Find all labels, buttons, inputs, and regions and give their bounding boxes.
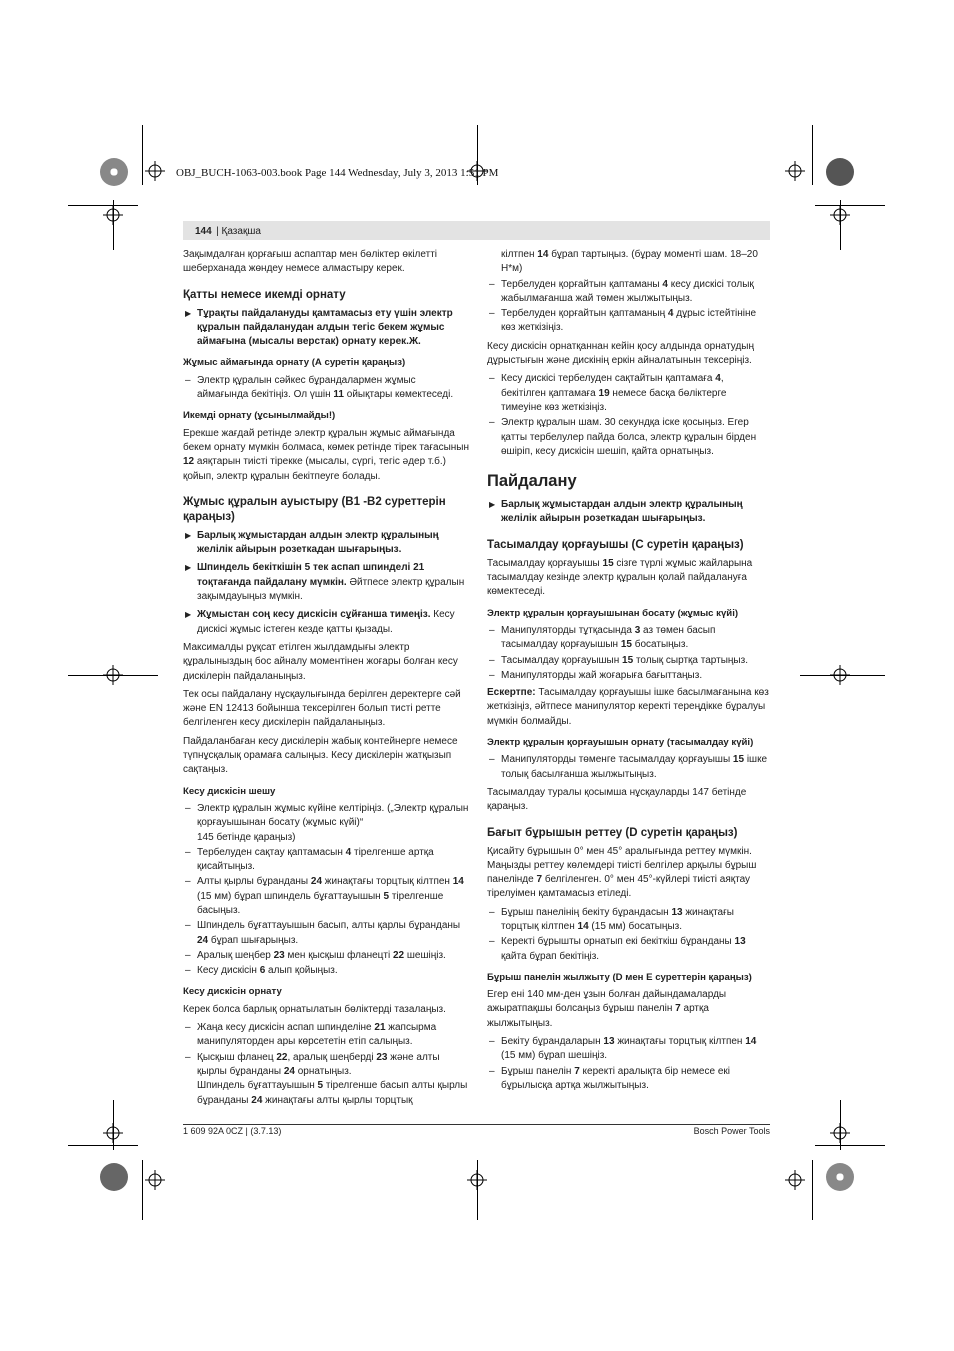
registration-disc <box>826 158 854 186</box>
paragraph: Егер ені 140 мм-ден ұзын болған дайындамаларды ажыратпақшы болсаңыз бұрыш панелін 7 артқа жылжытыңыз. <box>487 989 727 1029</box>
arrow-icon: ▶ <box>489 500 496 510</box>
list-item: – Кесу дискісі тербелуден сақтайтын қаптамаға 4, бекітілген қаптамаға 19 немесе басқа бөліктерге тимеуіне көз жеткізіңіз. <box>489 373 727 413</box>
registration-mark <box>103 665 123 685</box>
subheading: Кесу дискісін орнату <box>183 986 282 998</box>
warning-item: ▶ Тұрақты пайдалануды қамтамасыз ету үшін электр құралын пайдаланудан алдын тегіс бекем жұмыс аймағына (мысалы верстак) орнату керек.Ж. <box>185 307 453 348</box>
arrow-icon: ▶ <box>185 530 192 540</box>
footer-doc-code: 1 609 92A 0CZ | (3.7.13) <box>183 1126 282 1136</box>
subheading: Икемді орнату (ұсынылмайды!) <box>183 410 336 422</box>
registration-mark <box>830 665 850 685</box>
arrow-icon: ▶ <box>185 308 192 318</box>
header-section: Қазақша <box>221 226 261 237</box>
list-item: – Тербелуден қорғайтын қаптаманы 4 кесу дискісі толық жабылмағанша жай төмен жылжытыңыз. <box>489 278 754 304</box>
list-item: – Аралық шеңбер 23 мен қысқыш фланецті 22 шешіңіз. <box>185 949 446 961</box>
list-item-continued: кілтпен 14 бұрап тартыңыз. (бұрау моменті шам. 18–20 Н*м) <box>501 249 758 275</box>
chapter-heading: Пайдалану <box>487 472 577 491</box>
paragraph: Қисайту бұрышын 0° мен 45° аралығында реттеу мүмкін. Маңызды реттеу көлемдері тиісті белгілер арқылы бұрыш панеліндe 7 белгіленген. 0° мен 45°-күйлері тиісті аяқтау тірелуімен қамтамасыз етіледі. <box>487 845 757 900</box>
subheading: Кесу дискісін шешу <box>183 785 276 797</box>
subheading: Электр құралын қорғауышын орнату (тасымалдау күйі) <box>487 737 754 749</box>
paragraph: Пайдаланбаған кесу дискілерін жабық контейнерге немесе түпнұсқалық орамаға салыңыз. Кесу дискілерін жатқызып сақтаңыз. <box>183 735 458 776</box>
warning-item: ▶ Жұмыстан соң кесу дискісін сұйғанша тимеңіз. Кесу дискісі жұмыс істеген кезде қатты қызады. <box>185 609 455 635</box>
list-item: – Кесу дискісін 6 алып қойыңыз. <box>185 965 338 977</box>
left-column <box>183 248 469 1109</box>
warning-item: ▶ Барлық жұмыстардан алдын электр құралының желілік айырын розеткадан шығарыңыз. <box>185 529 439 556</box>
list-item: – Керекті бұрышты орнатып екі бекіткіш бұранданы 13 қайта бұрап бекітіңіз. <box>489 936 746 962</box>
header-divider: | <box>216 226 222 237</box>
dash-marker: – <box>185 374 191 386</box>
registration-disc <box>100 158 128 186</box>
registration-mark <box>103 1123 123 1143</box>
registration-mark <box>785 1170 805 1190</box>
paragraph: Зақымдалған қорғағыш аспаптар мен бөліктер өкілетті шеберханада жөндеу немесе алмастыру керек. <box>183 249 437 275</box>
registration-disc <box>100 1163 128 1191</box>
registration-mark <box>830 205 850 225</box>
paragraph: Максималды рұқсат етілген жылдамдығы электр құралыныздың бос айналу моментінен жоғары болған кесу дискілерін пайдаланыңыз. <box>183 641 458 682</box>
list-item: – Алты қырлы бұранданы 24 жинақтағы торцтық кілтпен 14 (15 мм) бұрап шпиндель бұғаттауышын 5 тірелгенше басыңыз. <box>185 876 464 916</box>
list-item: – Манипуляторды жай жоғарыға бағыттаңыз. <box>489 669 703 681</box>
arrow-icon: ▶ <box>185 563 192 573</box>
paragraph: Кесу дискісін орнатқаннан кейін қосу алдында орнатудың дұрыстығын және дискінің еркін айналатынын тексеріңіз. <box>487 340 754 367</box>
arrow-icon: ▶ <box>185 610 192 620</box>
list-item: – Электр құралын шам. 30 секундқа іске қосыңыз. Егер қатты тербелулер пайда болса, электр құралын бірден өшіріп, кесу дискісін шешіп, қайта орнатыңыз. <box>489 417 757 457</box>
paragraph: Керек болса барлық орнатылатын бөліктерді тазалаңыз. <box>183 1003 446 1015</box>
section-heading: Бағыт бұрышын реттеу (D суретін қараңыз) <box>487 826 738 839</box>
subheading: Жұмыс аймағында орнату (А суретін қараңыз) <box>183 357 406 369</box>
list-item: – Тербелуден сақтау қаптамасын 4 тірелгенше артқа қисайтыңыз. <box>185 846 434 873</box>
page-number: 144 <box>195 226 212 237</box>
registration-mark <box>830 1123 850 1143</box>
warning-item: ▶ Барлық жұмыстардан алдын электр құралының желілік айырын розеткадан шығарыңыз. <box>489 499 743 525</box>
registration-disc <box>826 1163 854 1191</box>
footer-brand: Bosch Power Tools <box>693 1126 770 1136</box>
subheading: Бұрыш панелін жылжыту (D мен E суреттерін қараңыз) <box>487 971 752 983</box>
list-item: – Тасымалдау қорғауышын 15 толық сыртқа тартыңыз. <box>489 654 748 666</box>
list-item: – Тербелуден қорғайтын қаптаманың 4 дұрыс істейтініне көз жеткізіңіз. <box>489 308 757 334</box>
paragraph: Тек осы пайдалану нұсқаулығында берілген деректерге сәй және EN 12413 бойынша тексерілген болып тисті ретте белгіленген кесу дискілерін пайдаланыңыз. <box>183 688 461 729</box>
registration-mark <box>145 161 165 181</box>
right-column <box>487 248 770 1094</box>
list-item: – Электр құралын сәйкес бұрандалармен жұмыс аймағында бекітіңіз. Ол үшін 11 ойықтары көмектеседі. <box>185 374 454 401</box>
note: Ескертпе: Тасымалдау қорғауышы ішке басылмағанына көз жеткізіңіз, әйтпесе манипулятор керекті тереңдікке бұралуы мүмкін болмайды. <box>487 687 769 727</box>
print-info-line: OBJ_BUCH-1063-003.book Page 144 Wednesday, July 3, 2013 1:51 PM <box>176 167 499 179</box>
list-item: – Манипуляторды төменге тасымалдау қорғауышы 15 ішке толық басылғанша жылжытыңыз. <box>489 754 768 780</box>
section-heading: Қатты немесе икемді орнату <box>183 288 346 301</box>
list-item: – Манипуляторды тұтқасында 3 аз төмен басып тасымалдау қорғауышын 15 босатыңыз. <box>489 624 716 651</box>
list-item: – Шпиндель бұғаттауышын басып, алты қарлы бұранданы 24 бұрап шығарыңыз. <box>185 920 461 946</box>
section-heading: Тасымалдау қорғауышы (С суретін қараңыз) <box>487 538 744 551</box>
registration-mark <box>785 161 805 181</box>
list-item: – Қысқыш фланец 22, аралық шеңберді 23 және алты қырлы бұранданы 24 орнатыңыз. Шпиндель бұғаттауышын 5 тірелгенше басып алты қырлы бұранданы 24 жинақтағы алты қырлы торцтық <box>185 1051 468 1106</box>
warning-item: ▶ Шпиндель бекіткішін 5 тек аспап шпинделі 21 тоқтағанда пайдалану мүмкін. Әйтпесе электр құралын зақымдауыңыз мүмкін. <box>185 562 465 603</box>
registration-mark <box>467 1170 487 1190</box>
footer-rule <box>183 1124 770 1125</box>
list-item: – Бұрыш панелінің бекіту бұрандасын 13 жинақтағы торцтық кілтпен 14 (15 мм) босатыңыз. <box>489 906 734 932</box>
paragraph: Тасымалдау туралы қосымша нұсқауларды 147 бетінде қараңыз. <box>487 786 747 813</box>
list-item: – Электр құралын жұмыс күйіне келтіріңіз. („Электр құралын қорғауышынан босату (жұмыс күйі)“ 145 бетінде қараңыз) <box>185 802 469 843</box>
section-heading: Жұмыс құралын ауыстыру (В1 -В2 суреттерін қараңыз) <box>183 495 446 523</box>
registration-mark <box>103 205 123 225</box>
page-header-bar <box>183 221 770 240</box>
paragraph: Тасымалдау қорғауышы 15 сізге түрлі жұмыс жайларына тасымалдау кезінде электр құралын қолай пайдалануға көмектеседі. <box>487 557 753 598</box>
list-item: – Бұрыш панелін 7 керекті аралықта бір немесе екі бұрылысқа артқа жылжытыңыз. <box>489 1065 730 1091</box>
paragraph: Ерекше жағдай ретінде электр құралын жұмыс аймағында бекем орнату мүмкін болмаса, көмек ретінде тірек тағасынын 12 аяқтарын тиісті тірекке (мысалы, сүргі, тегіс әдер т.б.) қойып, электр құралын бекітпеуге болады. <box>183 427 469 482</box>
subheading: Электр құралын қорғауышынан босату (жұмыс күйі) <box>487 607 739 619</box>
registration-mark <box>145 1170 165 1190</box>
list-item: – Бекіту бұрандаларын 13 жинақтағы торцтық кілтпен 14 (15 мм) бұрап шешіңіз. <box>489 1036 757 1062</box>
list-item: – Жаңа кесу дискісін аспап шпинделіне 21 жапсырма манипуляторден ары көрсететін етіп салыңыз. <box>185 1022 437 1048</box>
